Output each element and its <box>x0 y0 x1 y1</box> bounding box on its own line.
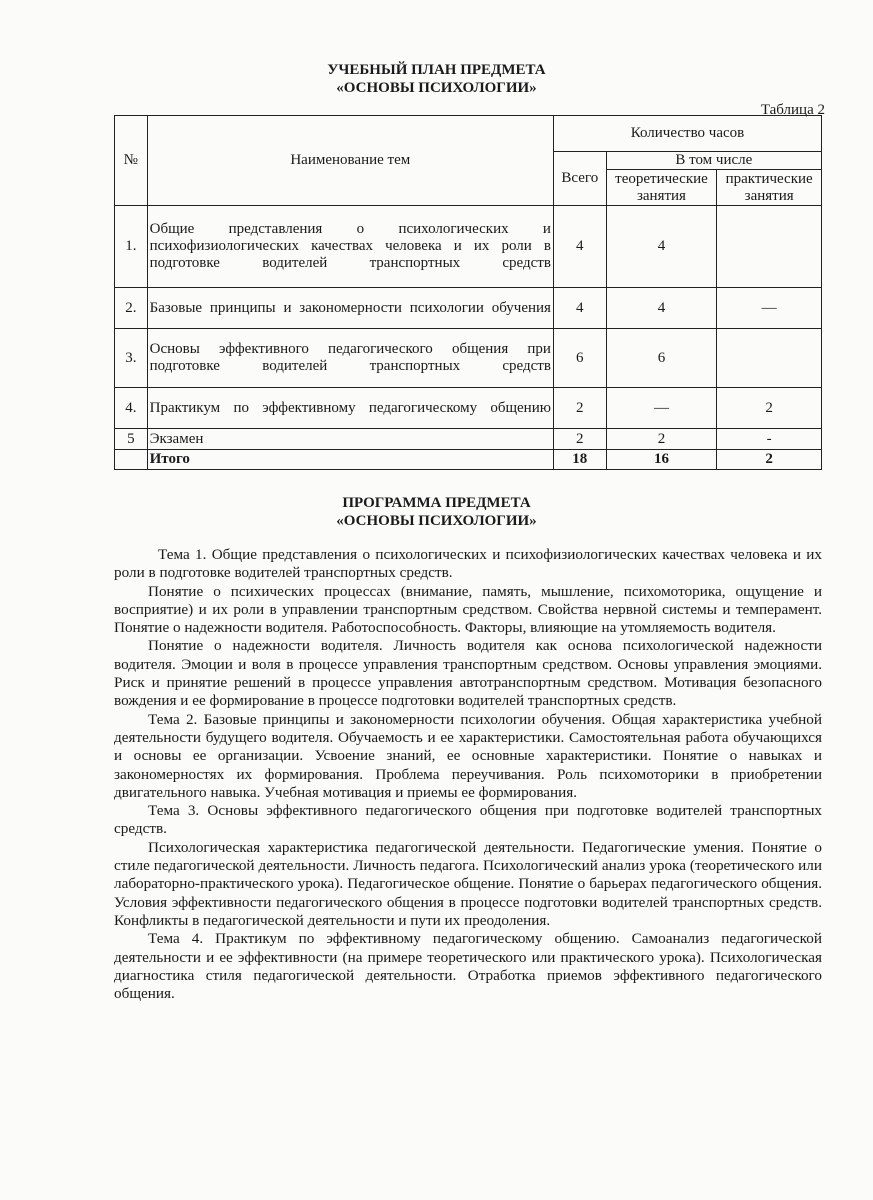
row-name: Основы эффективного педагогического общения при подготовке водителей транспортных средств <box>147 329 553 388</box>
program-paragraph: Понятие о психических процессах (внимание, память, мышление, психомоторика, ощущение и восприятие) и их роли в управлении транспортным средством. Свойства нервной системы и темперамент. Понятие о надежности водителя. Работоспособность. Факторы, влияющие на утомляемость водителя. <box>114 582 822 637</box>
row-total: 2 <box>553 429 606 450</box>
total-row <box>115 450 822 470</box>
program-paragraph: Тема 2. Базовые принципы и закономерности психологии обучения. Общая характеристика учебной деятельности будущего водителя. Обучаемость и ее характеристики. Самостоятельная работа обучающихся и основы ее организации. Усвоение знаний, ее основные характеристики. Понятие о навыках и закономерностях их формирования. Проблема переучивания. Роль психомоторики в приобретении двигательного навыка. Учебная мотивация и приемы ее формирования. <box>114 710 822 801</box>
row-name: Общие представления о психологических и психофизиологических качествах человека и их роли в подготовке водителей транспортных средств <box>147 206 553 288</box>
total-theory: 16 <box>606 450 717 470</box>
row-name: Практикум по эффективному педагогическому общению <box>147 388 553 429</box>
table-row <box>115 206 822 288</box>
program-title-line1: ПРОГРАММА ПРЕДМЕТА <box>342 495 531 511</box>
table-row <box>115 388 822 429</box>
header-name: Наименование тем <box>147 116 553 206</box>
header-hours: Количество часов <box>553 116 821 152</box>
row-theory: 6 <box>606 329 717 388</box>
header-total: Всего <box>553 152 606 206</box>
row-practice: 2 <box>717 388 822 429</box>
row-practice <box>717 206 822 288</box>
row-num: 5 <box>115 429 148 450</box>
program-paragraph: Психологическая характеристика педагогической деятельности. Педагогические умения. Понятие о стиле педагогической деятельности. Личность педагога. Психологический анализ урока (теоретического или лабораторно-практического урока). Педагогическое общение. Понятие о барьерах педагогического общения. Условия эффективности педагогического общения в процессе подготовки водителей транспортных средств. Конфликты в педагогической деятельности и пути их преодоления. <box>114 838 822 929</box>
row-num: 1. <box>115 206 148 288</box>
row-theory: 4 <box>606 206 717 288</box>
program-paragraph: Тема 3. Основы эффективного педагогического общения при подготовке водителей транспортных средств. <box>114 802 822 838</box>
row-practice <box>717 329 822 388</box>
row-num: 3. <box>115 329 148 388</box>
header-num: № <box>115 116 148 206</box>
total-practice: 2 <box>717 450 822 470</box>
row-theory: 2 <box>606 429 717 450</box>
program-title-line2: «ОСНОВЫ ПСИХОЛОГИИ» <box>336 513 537 529</box>
row-num: 4. <box>115 388 148 429</box>
row-total: 2 <box>553 388 606 429</box>
row-practice: — <box>717 288 822 329</box>
program-paragraph: Тема 4. Практикум по эффективному педагогическому общению. Самоанализ педагогической деятельности и ее эффективности (на примере теоретического или практического урока). Психологическая диагностика стиля педагогической деятельности. Отработка приемов эффективного педагогического общения. <box>114 930 822 1003</box>
row-total: 6 <box>553 329 606 388</box>
plan-title-line1: УЧЕБНЫЙ ПЛАН ПРЕДМЕТА <box>327 62 546 78</box>
row-theory: 4 <box>606 288 717 329</box>
program-paragraph: Тема 1. Общие представления о психологических и психофизиологических качествах человека и их роли в подготовке водителей транспортных средств. <box>114 546 822 582</box>
header-including: В том числе <box>606 152 821 170</box>
program-paragraph: Понятие о надежности водителя. Личность водителя как основа психологической надежности водителя. Эмоции и воля в процессе управления транспортным средством. Основы управления эмоциями. Риск и принятие решений в процессе управления автотранспортным средством. Мотивация безопасного вождения и ее формирование в процессе подготовки водителей транспортных средств. <box>114 637 822 710</box>
row-name: Экзамен <box>147 429 553 450</box>
plan-title-line2: «ОСНОВЫ ПСИХОЛОГИИ» <box>336 80 537 96</box>
table-row <box>115 329 822 388</box>
total-all: 18 <box>553 450 606 470</box>
table-row <box>115 429 822 450</box>
curriculum-table <box>114 115 822 470</box>
total-label: Итого <box>147 450 553 470</box>
row-num: 2. <box>115 288 148 329</box>
table-label: Таблица 2 <box>760 102 825 118</box>
row-theory: — <box>606 388 717 429</box>
row-total: 4 <box>553 206 606 288</box>
table-row <box>115 288 822 329</box>
row-practice: - <box>717 429 822 450</box>
header-practice: практические занятия <box>717 170 822 206</box>
total-num <box>115 450 148 470</box>
header-theory: теоретические занятия <box>606 170 717 206</box>
row-total: 4 <box>553 288 606 329</box>
row-name: Базовые принципы и закономерности психологии обучения <box>147 288 553 329</box>
program-body <box>114 546 822 1003</box>
